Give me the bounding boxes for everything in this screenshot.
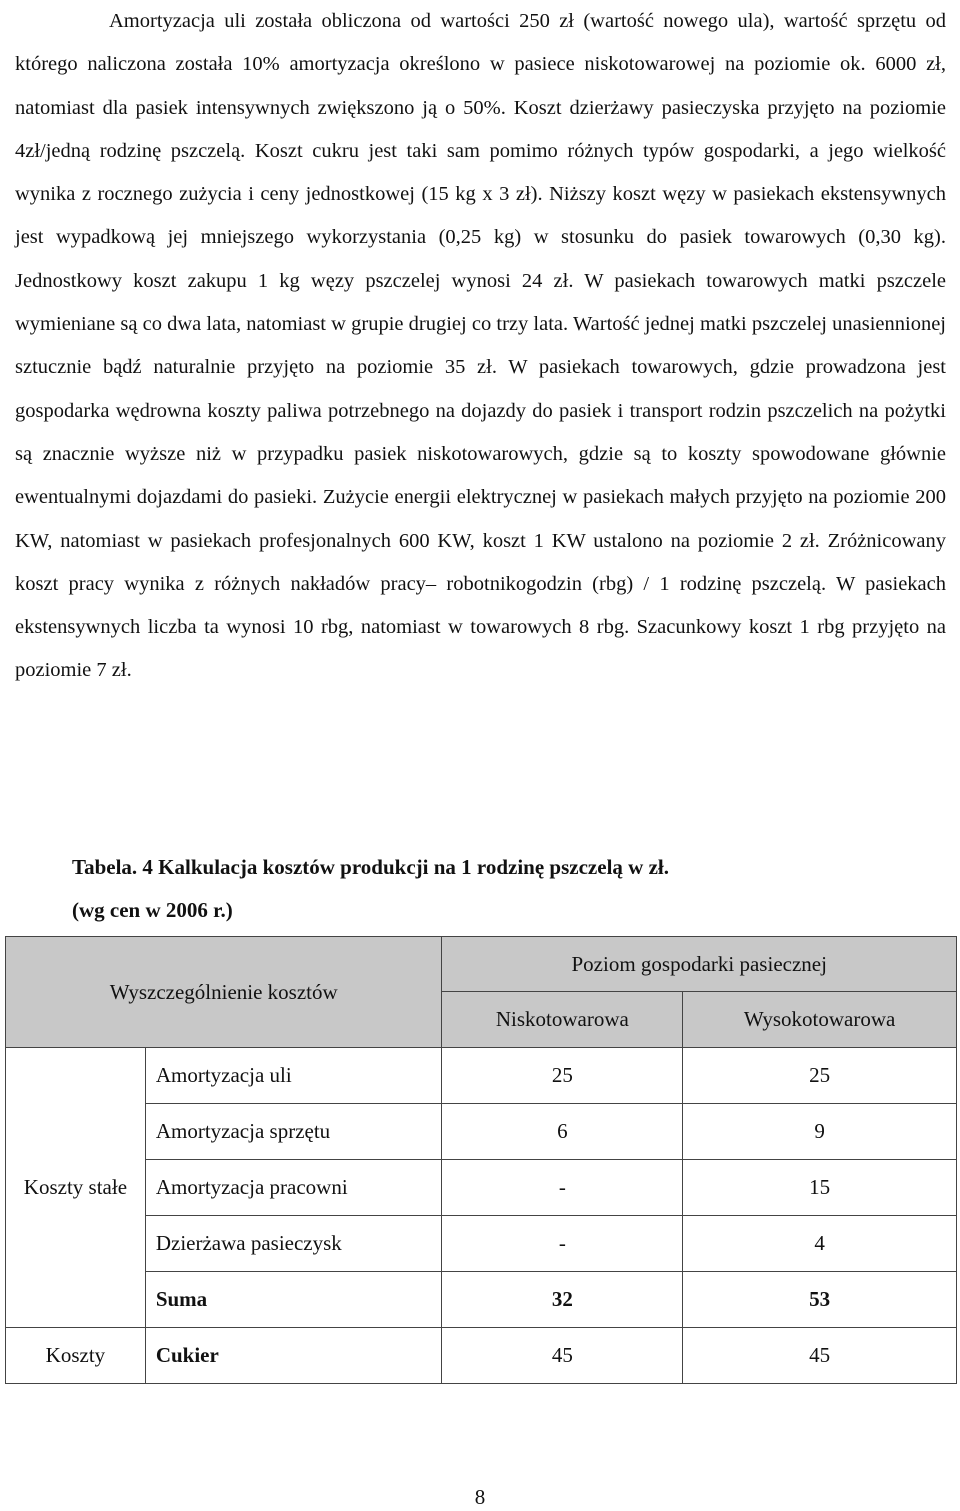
body-paragraph: Amortyzacja uli została obliczona od wartości 250 zł (wartość nowego ula), wartość sprzętu od którego naliczona została 10% amortyzacja określono w pasiece niskotowarowej na poziomie ok. 6000 zł, natomiast dla pasiek intensywnych zwiększono ją o 50%. Koszt dzierżawy pasieczyska przyjęto na poziomie 4zł/jedną rodzinę pszczelą. Koszt cukru jest taki sam pomimo różnych typów gospodarki, a jego wielkość wynika z rocznego zużycia i ceny jednostkowej (15 kg x 3 zł). Niższy koszt węzy w pasiekach ekstensywnych jest wypadkową jej mniejszego wykorzystania (0,25 kg) w stosunku do pasiek towarowych (0,30 kg). Jednostkowy koszt zakupu 1 kg węzy pszczelej wynosi 24 zł. W pasiekach towarowych matki pszczele wymieniane są co dwa lata, natomiast w grupie drugiej co trzy lata. Wartość jednej matki pszczelej unasiennionej sztucznie bądź naturalnie przyjęto na poziomie 35 zł. W pasiekach towarowych, gdzie prowadzona jest gospodarka wędrowna koszty paliwa potrzebnego na dojazdy do pasiek i transport rodzin pszczelich na pożytki są znacznie wyższe niż w przypadku pasiek niskotowarowych, gdzie są to koszty spowodowane głównie ewentualnymi dojazdami do pasieki. Zużycie energii elektrycznej w pasiekach małych przyjęto na poziomie 200 KW, natomiast w pasiekach profesjonalnych 600 KW, koszt 1 KW ustalono na poziomie 2 zł. Zróżnicowany koszt pracy wynika z różnych nakładów pracy– robotnikogodzin (rbg) / 1 rodzinę pszczelą. W pasiekach ekstensywnych liczba ta wynosi 10 rbg, natomiast w towarowych 8 rbg. Szacunkowy koszt 1 rbg przyjęto na poziomie 7 zł. [15, 10, 946, 682]
row-low-value: 6 [442, 1104, 683, 1160]
row-label: Suma [145, 1272, 442, 1328]
row-label: Amortyzacja sprzętu [145, 1104, 442, 1160]
table-row [6, 1160, 957, 1216]
row-low-value: - [442, 1160, 683, 1216]
row-low-value: 32 [442, 1272, 683, 1328]
table-row [6, 1328, 957, 1384]
group-variable-costs: Koszty [6, 1328, 146, 1384]
table-row-sum [6, 1272, 957, 1328]
table-row [6, 1216, 957, 1272]
table-caption-date: (wg cen w 2006 r.) [72, 898, 233, 922]
header-level-group: Poziom gospodarki pasiecznej [442, 937, 957, 992]
row-label: Amortyzacja uli [145, 1048, 442, 1104]
table-row [6, 1104, 957, 1160]
group-fixed-costs: Koszty stałe [6, 1048, 146, 1328]
cost-table [5, 936, 957, 1384]
row-high-value: 15 [683, 1160, 957, 1216]
row-high-value: 25 [683, 1048, 957, 1104]
row-label: Dzierżawa pasieczysk [145, 1216, 442, 1272]
row-high-value: 4 [683, 1216, 957, 1272]
row-low-value: 45 [442, 1328, 683, 1384]
header-cost-item: Wyszczególnienie kosztów [6, 937, 442, 1048]
row-label: Amortyzacja pracowni [145, 1160, 442, 1216]
page-number: 8 [474, 1485, 486, 1509]
header-low-level: Niskotowarowa [442, 992, 683, 1048]
row-low-value: 25 [442, 1048, 683, 1104]
table-caption: Tabela. 4 Kalkulacja kosztów produkcji na 1 rodzinę pszczelą w zł. [72, 855, 669, 879]
row-high-value: 9 [683, 1104, 957, 1160]
table-row [6, 1048, 957, 1104]
row-low-value: - [442, 1216, 683, 1272]
row-label: Cukier [145, 1328, 442, 1384]
row-high-value: 53 [683, 1272, 957, 1328]
row-high-value: 45 [683, 1328, 957, 1384]
header-high-level: Wysokotowarowa [683, 992, 957, 1048]
